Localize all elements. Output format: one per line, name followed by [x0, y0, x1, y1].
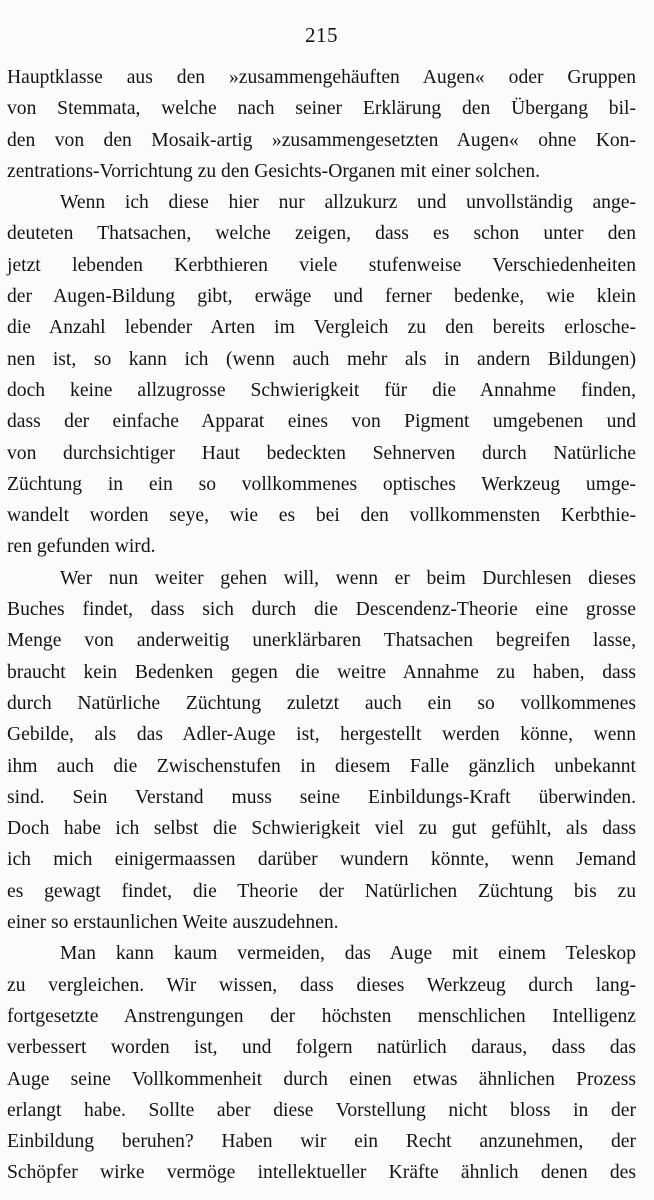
text-line: Auge seine Vollkommenheit durch einen etwas ähnlichen Prozess: [7, 1068, 636, 1090]
text-line: Buches findet, dass sich durch die Descendenz-Theorie eine grosse: [7, 599, 636, 621]
text-line: zu vergleichen. Wir wissen, dass dieses Werkzeug durch lang-: [7, 974, 636, 996]
text-line: Wenn ich diese hier nur allzukurz und unvollständig ange-: [60, 192, 636, 214]
text-line: braucht kein Bedenken gegen die weitre Annahme zu haben, dass: [7, 661, 636, 683]
text-line: die Anzahl lebender Arten im Vergleich zu den bereits erlosche-: [7, 317, 636, 339]
text-line: ich mich einigermaassen darüber wundern könnte, wenn Jemand: [7, 849, 636, 871]
text-line: Gebilde, als das Adler-Auge ist, hergestellt werden könne, wenn: [7, 724, 636, 746]
text-line: jetzt lebenden Kerbthieren viele stufenweise Verschiedenheiten: [7, 254, 636, 276]
text-line: verbessert worden ist, und folgern natürlich daraus, dass das: [7, 1037, 636, 1059]
text-line: den von den Mosaik-artig »zusammengesetzten Augen« ohne Kon-: [7, 129, 636, 151]
text-line: von Stemmata, welche nach seiner Erklärung den Übergang bil-: [7, 98, 636, 120]
text-line: nen ist, so kann ich (wenn auch mehr als in andern Bildungen): [7, 348, 636, 370]
text-line: Wer nun weiter gehen will, wenn er beim Durchlesen dieses: [60, 567, 636, 589]
text-line: Schöpfer wirke vermöge intellektueller Kräfte ähnlich denen des: [7, 1162, 636, 1184]
text-line: von durchsichtiger Haut bedeckten Sehnerven durch Natürliche: [7, 442, 636, 464]
text-line: ihm auch die Zwischenstufen in diesem Falle gänzlich unbekannt: [7, 755, 636, 777]
text-line: einer so erstaunlichen Weite auszudehnen.: [7, 912, 339, 934]
text-line: Man kann kaum vermeiden, das Auge mit einem Teleskop: [60, 943, 636, 965]
text-line: Hauptklasse aus den »zusammengehäuften Augen« oder Gruppen: [7, 67, 636, 88]
text-line: dass der einfache Apparat eines von Pigment umgebenen und: [7, 411, 636, 433]
text-line: Menge von anderweitig unerklärbaren Thatsachen begreifen lasse,: [7, 630, 636, 652]
text-line: Züchtung in ein so vollkommenes optisches Werkzeug umge-: [7, 473, 636, 495]
text-line: durch Natürliche Züchtung zuletzt auch ein so vollkommenes: [7, 692, 636, 714]
text-line: fortgesetzte Anstrengungen der höchsten menschlichen Intelligenz: [7, 1005, 636, 1027]
text-line: doch keine allzugrosse Schwierigkeit für die Annahme finden,: [7, 379, 636, 401]
text-line: ren gefunden wird.: [7, 536, 156, 558]
text-line: erlangt habe. Sollte aber diese Vorstellung nicht bloss in der: [7, 1099, 636, 1121]
text-line: Doch habe ich selbst die Schwierigkeit viel zu gut gefühlt, als dass: [7, 818, 636, 840]
text-line: der Augen-Bildung gibt, erwäge und ferner bedenke, wie klein: [7, 286, 636, 308]
text-line: es gewagt findet, die Theorie der Natürlichen Züchtung bis zu: [7, 880, 636, 902]
text-line: sind. Sein Verstand muss seine Einbildungs-Kraft überwinden.: [7, 786, 636, 808]
text-line: Einbildung beruhen? Haben wir ein Recht anzunehmen, der: [7, 1131, 636, 1153]
page-number: 215: [305, 23, 338, 47]
text-line: wandelt worden seye, wie es bei den vollkommensten Kerbthie-: [7, 505, 636, 527]
text-line: deuteten Thatsachen, welche zeigen, dass es schon unter den: [7, 223, 636, 245]
body-text: [7, 62, 636, 1189]
text-line: zentrations-Vorrichtung zu den Gesichts-Organen mit einer solchen.: [7, 160, 541, 182]
